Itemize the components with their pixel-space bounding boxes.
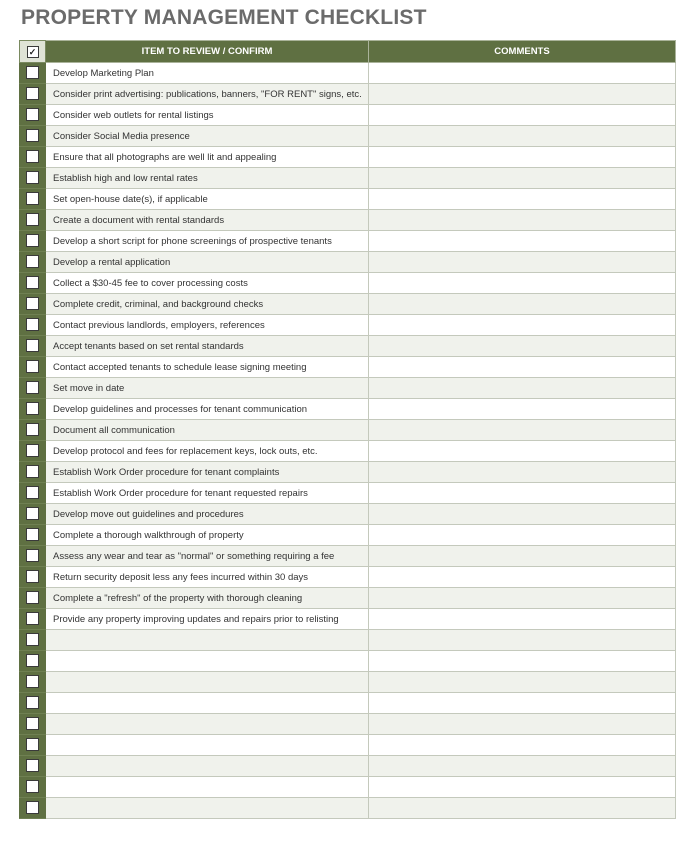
table-row <box>20 378 676 399</box>
item-cell[interactable] <box>46 777 369 798</box>
table-row <box>20 357 676 378</box>
table-row <box>20 63 676 84</box>
row-checkbox[interactable] <box>26 801 39 814</box>
table-row <box>20 525 676 546</box>
row-checkbox[interactable] <box>26 528 39 541</box>
item-cell[interactable]: Establish Work Order procedure for tenant complaints <box>46 462 369 483</box>
header-comments: COMMENTS <box>369 41 676 63</box>
row-checkbox[interactable] <box>26 717 39 730</box>
comment-cell[interactable] <box>369 546 676 567</box>
checkbox-cell <box>20 105 46 126</box>
table-row <box>20 693 676 714</box>
checkbox-cell <box>20 567 46 588</box>
comment-cell[interactable] <box>369 168 676 189</box>
checkbox-cell <box>20 399 46 420</box>
table-row <box>20 336 676 357</box>
checkbox-cell <box>20 294 46 315</box>
row-checkbox[interactable] <box>26 129 39 142</box>
checkbox-cell <box>20 714 46 735</box>
row-checkbox[interactable] <box>26 549 39 562</box>
checklist-table <box>19 40 676 819</box>
table-row <box>20 777 676 798</box>
checkbox-cell <box>20 651 46 672</box>
row-checkbox[interactable] <box>26 423 39 436</box>
row-checkbox[interactable] <box>26 171 39 184</box>
item-cell[interactable]: Establish high and low rental rates <box>46 168 369 189</box>
row-checkbox[interactable] <box>26 675 39 688</box>
table-row <box>20 105 676 126</box>
table-row <box>20 210 676 231</box>
comment-cell[interactable] <box>369 105 676 126</box>
comment-cell[interactable] <box>369 231 676 252</box>
comment-cell[interactable] <box>369 525 676 546</box>
checkbox-cell <box>20 336 46 357</box>
checkbox-cell <box>20 672 46 693</box>
table-row <box>20 231 676 252</box>
comment-cell[interactable] <box>369 420 676 441</box>
item-cell[interactable]: Contact accepted tenants to schedule lease signing meeting <box>46 357 369 378</box>
table-row <box>20 168 676 189</box>
row-checkbox[interactable] <box>26 591 39 604</box>
comment-cell[interactable] <box>369 756 676 777</box>
header-item-to-review: ITEM TO REVIEW / CONFIRM <box>46 41 369 63</box>
table-row <box>20 735 676 756</box>
comment-cell[interactable] <box>369 798 676 819</box>
comment-cell[interactable] <box>369 735 676 756</box>
table-row <box>20 84 676 105</box>
checkbox-cell <box>20 147 46 168</box>
comment-cell[interactable] <box>369 777 676 798</box>
row-checkbox[interactable] <box>26 276 39 289</box>
row-checkbox[interactable] <box>26 234 39 247</box>
checkbox-cell <box>20 210 46 231</box>
checkbox-cell <box>20 273 46 294</box>
table-row <box>20 588 676 609</box>
checkbox-cell <box>20 63 46 84</box>
checkbox-cell <box>20 126 46 147</box>
row-checkbox[interactable] <box>26 780 39 793</box>
comment-cell[interactable] <box>369 147 676 168</box>
item-cell[interactable]: Develop a short script for phone screenings of prospective tenants <box>46 231 369 252</box>
checkbox-cell <box>20 630 46 651</box>
comment-cell[interactable] <box>369 609 676 630</box>
row-checkbox[interactable] <box>26 759 39 772</box>
comment-cell[interactable] <box>369 294 676 315</box>
checkbox-cell <box>20 588 46 609</box>
checkbox-cell <box>20 420 46 441</box>
checkbox-cell <box>20 441 46 462</box>
row-checkbox[interactable] <box>26 213 39 226</box>
checkbox-cell <box>20 735 46 756</box>
checklist-body <box>20 63 676 819</box>
table-header-row <box>20 41 676 63</box>
item-cell[interactable] <box>46 798 369 819</box>
item-cell[interactable]: Set move in date <box>46 378 369 399</box>
table-row <box>20 714 676 735</box>
table-row <box>20 273 676 294</box>
comment-cell[interactable] <box>369 630 676 651</box>
item-cell[interactable] <box>46 651 369 672</box>
item-cell[interactable]: Develop a rental application <box>46 252 369 273</box>
row-checkbox[interactable] <box>26 612 39 625</box>
checkbox-cell <box>20 357 46 378</box>
table-row <box>20 798 676 819</box>
item-cell[interactable] <box>46 630 369 651</box>
row-checkbox[interactable] <box>26 486 39 499</box>
comment-cell[interactable] <box>369 504 676 525</box>
row-checkbox[interactable] <box>26 66 39 79</box>
row-checkbox[interactable] <box>26 339 39 352</box>
checkbox-cell <box>20 504 46 525</box>
item-cell[interactable]: Create a document with rental standards <box>46 210 369 231</box>
item-cell[interactable]: Develop protocol and fees for replacement keys, lock outs, etc. <box>46 441 369 462</box>
item-cell[interactable]: Ensure that all photographs are well lit and appealing <box>46 147 369 168</box>
checkbox-cell <box>20 189 46 210</box>
item-cell[interactable]: Consider print advertising: publications, banners, "FOR RENT" signs, etc. <box>46 84 369 105</box>
comment-cell[interactable] <box>369 693 676 714</box>
comment-cell[interactable] <box>369 63 676 84</box>
row-checkbox[interactable] <box>26 507 39 520</box>
comment-cell[interactable] <box>369 441 676 462</box>
checkbox-cell <box>20 315 46 336</box>
row-checkbox[interactable] <box>26 360 39 373</box>
item-cell[interactable]: Consider Social Media presence <box>46 126 369 147</box>
item-cell[interactable] <box>46 714 369 735</box>
comment-cell[interactable] <box>369 714 676 735</box>
item-cell[interactable]: Assess any wear and tear as "normal" or something requiring a fee <box>46 546 369 567</box>
table-row <box>20 147 676 168</box>
checkbox-cell <box>20 168 46 189</box>
checkbox-cell <box>20 525 46 546</box>
table-row <box>20 609 676 630</box>
table-row <box>20 651 676 672</box>
item-cell[interactable]: Return security deposit less any fees incurred within 30 days <box>46 567 369 588</box>
table-row <box>20 420 676 441</box>
row-checkbox[interactable] <box>26 633 39 646</box>
checkbox-cell <box>20 798 46 819</box>
item-cell[interactable]: Document all communication <box>46 420 369 441</box>
table-row <box>20 189 676 210</box>
table-row <box>20 504 676 525</box>
comment-cell[interactable] <box>369 672 676 693</box>
checkbox-cell <box>20 546 46 567</box>
row-checkbox[interactable] <box>26 297 39 310</box>
row-checkbox[interactable] <box>26 570 39 583</box>
item-cell[interactable] <box>46 735 369 756</box>
row-checkbox[interactable] <box>26 738 39 751</box>
comment-cell[interactable] <box>369 126 676 147</box>
comment-cell[interactable] <box>369 399 676 420</box>
checkbox-cell <box>20 84 46 105</box>
checkbox-cell <box>20 756 46 777</box>
table-row <box>20 399 676 420</box>
comment-cell[interactable] <box>369 84 676 105</box>
table-row <box>20 462 676 483</box>
table-row <box>20 672 676 693</box>
table-row <box>20 756 676 777</box>
item-cell[interactable]: Contact previous landlords, employers, references <box>46 315 369 336</box>
item-cell[interactable] <box>46 672 369 693</box>
table-row <box>20 546 676 567</box>
row-checkbox[interactable] <box>26 654 39 667</box>
item-cell[interactable]: Consider web outlets for rental listings <box>46 105 369 126</box>
table-row <box>20 567 676 588</box>
item-cell[interactable]: Accept tenants based on set rental standards <box>46 336 369 357</box>
checkbox-cell <box>20 231 46 252</box>
row-checkbox[interactable] <box>26 108 39 121</box>
item-cell[interactable] <box>46 756 369 777</box>
comment-cell[interactable] <box>369 189 676 210</box>
checkbox-cell <box>20 378 46 399</box>
row-checkbox[interactable] <box>26 192 39 205</box>
header-check-cell <box>20 41 46 63</box>
row-checkbox[interactable] <box>26 318 39 331</box>
row-checkbox[interactable] <box>26 87 39 100</box>
table-row <box>20 630 676 651</box>
row-checkbox[interactable] <box>26 381 39 394</box>
row-checkbox[interactable] <box>26 255 39 268</box>
row-checkbox[interactable] <box>26 465 39 478</box>
row-checkbox[interactable] <box>26 150 39 163</box>
table-row <box>20 294 676 315</box>
item-cell[interactable]: Complete a thorough walkthrough of property <box>46 525 369 546</box>
item-cell[interactable]: Complete credit, criminal, and background checks <box>46 294 369 315</box>
page-title: PROPERTY MANAGEMENT CHECKLIST <box>21 6 427 29</box>
checkbox-cell <box>20 483 46 504</box>
item-cell[interactable]: Set open-house date(s), if applicable <box>46 189 369 210</box>
item-cell[interactable]: Develop move out guidelines and procedures <box>46 504 369 525</box>
comment-cell[interactable] <box>369 252 676 273</box>
checkbox-cell <box>20 462 46 483</box>
item-cell[interactable]: Collect a $30-45 fee to cover processing costs <box>46 273 369 294</box>
row-checkbox[interactable] <box>26 444 39 457</box>
comment-cell[interactable] <box>369 357 676 378</box>
checkbox-cell <box>20 609 46 630</box>
comment-cell[interactable] <box>369 567 676 588</box>
comment-cell[interactable] <box>369 462 676 483</box>
item-cell[interactable]: Establish Work Order procedure for tenant requested repairs <box>46 483 369 504</box>
comment-cell[interactable] <box>369 315 676 336</box>
row-checkbox[interactable] <box>26 696 39 709</box>
comment-cell[interactable] <box>369 378 676 399</box>
table-row <box>20 252 676 273</box>
checkbox-cell <box>20 252 46 273</box>
table-row <box>20 315 676 336</box>
comment-cell[interactable] <box>369 588 676 609</box>
comment-cell[interactable] <box>369 273 676 294</box>
item-cell[interactable]: Develop Marketing Plan <box>46 63 369 84</box>
item-cell[interactable]: Develop guidelines and processes for tenant communication <box>46 399 369 420</box>
comment-cell[interactable] <box>369 651 676 672</box>
table-row <box>20 126 676 147</box>
checkbox-cell <box>20 777 46 798</box>
checkbox-cell <box>20 693 46 714</box>
row-checkbox[interactable] <box>26 402 39 415</box>
item-cell[interactable]: Provide any property improving updates and repairs prior to relisting <box>46 609 369 630</box>
header-checkmark-icon: ✓ <box>27 46 39 58</box>
comment-cell[interactable] <box>369 483 676 504</box>
table-row <box>20 483 676 504</box>
item-cell[interactable]: Complete a "refresh" of the property with thorough cleaning <box>46 588 369 609</box>
comment-cell[interactable] <box>369 210 676 231</box>
comment-cell[interactable] <box>369 336 676 357</box>
item-cell[interactable] <box>46 693 369 714</box>
table-row <box>20 441 676 462</box>
